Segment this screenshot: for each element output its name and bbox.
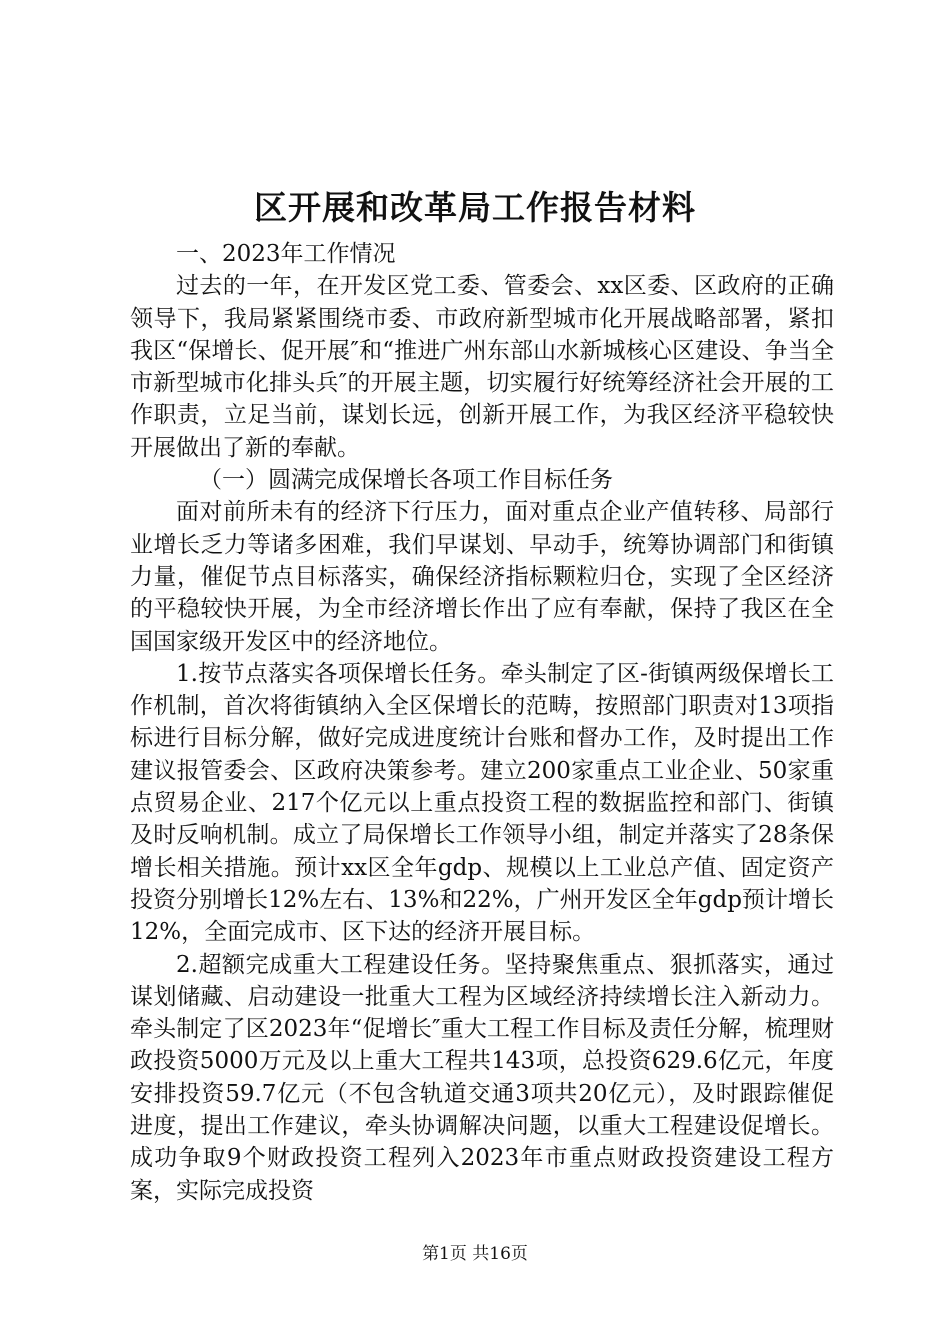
document-body: [130, 238, 834, 1207]
section-heading-1: 一、2023年工作情况: [176, 241, 396, 267]
paragraph-item-1: 1.按节点落实各项保增长任务。牵头制定了区-街镇两级保增长工作机制，首次将街镇纳入全区保增长的范畴，按照部门职责对13项指标进行目标分解，做好完成进度统计台账和督办工作，及时提出工作建议报管委会、区政府决策参考。建立200家重点工业企业、50家重点贸易企业、217个亿元以上重点投资工程的数据监控和部门、街镇及时反响机制。成立了局保增长工作领导小组，制定并落实了28条保增长相关措施。预计xx区全年gdp、规模以上工业总产值、固定资产投资分别增长12%左右、13%和22%，广州开发区全年gdp预计增长12%，全面完成市、区下达的经济开展目标。: [130, 660, 834, 946]
page-footer: 第1页 共16页: [422, 1244, 528, 1264]
document-title: 区开展和改革局工作报告材料: [254, 188, 696, 227]
paragraph-item-2: 2.超额完成重大工程建设任务。坚持聚焦重点、狠抓落实，通过谋划储藏、启动建设一批重大工程为区域经济持续增长注入新动力。牵头制定了区2023年“促增长″重大工程工作目标及责任分解，梳理财政投资5000万元及以上重大工程共143项，总投资629.6亿元，年度安排投资59.7亿元（不包含轨道交通3项共20亿元），及时跟踪催促进度，提出工作建议，牵头协调解决问题，以重大工程建设促增长。成功争取9个财政投资工程列入2023年市重点财政投资建设工程方案，实际完成投资: [130, 951, 834, 1204]
subsection-heading-1: （一）圆满完成保增长各项工作目标任务: [199, 467, 613, 494]
paragraph-intro: 过去的一年，在开发区党工委、管委会、xx区委、区政府的正确领导下，我局紧紧围绕市委、市政府新型城市化开展战略部署，紧扣我区“保增长、促开展″和“推进广州东部山水新城核心区建设、争当全市新型城市化排头兵″的开展主题，切实履行好统筹经济社会开展的工作职责，立足当前，谋划长远，创新开展工作，为我区经济平稳较快开展做出了新的奉献。: [130, 273, 834, 461]
paragraph-pressure: 面对前所未有的经济下行压力，面对重点企业产值转移、局部行业增长乏力等诸多困难，我们早谋划、早动手，统筹协调部门和街镇力量，催促节点目标落实，确保经济指标颗粒归仓，实现了全区经济的平稳较快开展，为全市经济增长作出了应有奉献，保持了我区在全国国家级开发区中的经济地位。: [130, 499, 834, 655]
